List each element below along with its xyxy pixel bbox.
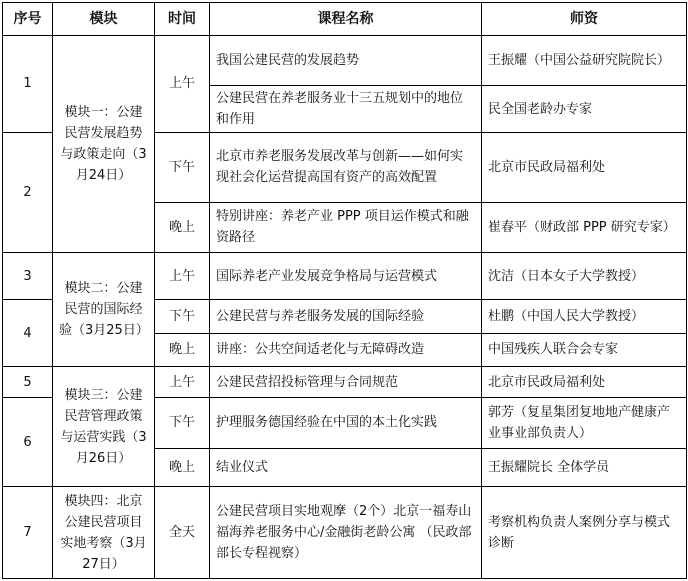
- table-row: [3, 36, 687, 86]
- time-cell: 上午: [155, 36, 210, 133]
- course-cell: 特别讲座：养老产业 PPP 项目运作模式和融资路径: [210, 202, 482, 252]
- row-number: 5: [3, 366, 53, 397]
- teacher-cell: 杜鹏（中国人民大学教授）: [482, 300, 687, 333]
- course-cell: 国际养老产业发展竞争格局与运营模式: [210, 252, 482, 299]
- header-course: 课程名称: [210, 3, 482, 36]
- row-number: 6: [3, 398, 53, 487]
- course-cell: 我国公建民营的发展趋势: [210, 36, 482, 86]
- teacher-cell: 王振耀（中国公益研究院院长）: [482, 36, 687, 86]
- header-no: 序号: [3, 3, 53, 36]
- time-cell: 全天: [155, 487, 210, 579]
- table-row: [3, 366, 687, 397]
- time-cell: 上午: [155, 252, 210, 299]
- course-cell: 讲座：公共空间适老化与无障碍改造: [210, 333, 482, 366]
- table-row: [3, 487, 687, 579]
- teacher-cell: 郭芳（复星集团复地地产健康产业事业部负责人）: [482, 398, 687, 448]
- teacher-cell: 北京市民政局福利处: [482, 366, 687, 397]
- time-cell: 晚上: [155, 448, 210, 486]
- header-teacher: 师资: [482, 3, 687, 36]
- module-cell: 模块一：公建民营发展趋势与政策走向（3月24日）: [53, 36, 155, 253]
- course-cell: 护理服务德国经验在中国的本土化实践: [210, 398, 482, 448]
- header-module: 模块: [53, 3, 155, 36]
- time-cell: 上午: [155, 366, 210, 397]
- time-cell: 下午: [155, 398, 210, 448]
- course-cell: 北京市养老服务发展改革与创新——如何实现社会化运营提高国有资产的高效配置: [210, 132, 482, 202]
- time-cell: 下午: [155, 300, 210, 333]
- teacher-cell: 王振耀院长 全体学员: [482, 448, 687, 486]
- course-cell: 公建民营在养老服务业十三五规划中的地位和作用: [210, 86, 482, 132]
- time-cell: 晚上: [155, 333, 210, 366]
- teacher-cell: 崔春平（财政部 PPP 研究专家）: [482, 202, 687, 252]
- teacher-cell: 中国残疾人联合会专家: [482, 333, 687, 366]
- teacher-cell: 北京市民政局福利处: [482, 132, 687, 202]
- row-number: 4: [3, 300, 53, 367]
- table-row: [3, 252, 687, 299]
- row-number: 1: [3, 36, 53, 133]
- time-cell: 下午: [155, 132, 210, 202]
- teacher-cell: 沈洁（日本女子大学教授）: [482, 252, 687, 299]
- header-time: 时间: [155, 3, 210, 36]
- course-cell: 公建民营项目实地观摩（2个）北京一福寿山福海养老服务中心/金融街老龄公寓 （民政部部长专程视察）: [210, 487, 482, 579]
- teacher-cell: 考察机构负责人案例分享与模式诊断: [482, 487, 687, 579]
- time-cell: 晚上: [155, 202, 210, 252]
- row-number: 2: [3, 132, 53, 252]
- header-row: [3, 3, 687, 36]
- row-number: 3: [3, 252, 53, 299]
- module-cell: 模块三：公建民营管理政策与运营实践（3月26日）: [53, 366, 155, 486]
- module-cell: 模块四：北京公建民营项目实地考察（3月27日）: [53, 487, 155, 579]
- course-schedule-table: [2, 2, 687, 579]
- module-cell: 模块二：公建民营的国际经验（3月25日）: [53, 252, 155, 366]
- course-cell: 公建民营招投标管理与合同规范: [210, 366, 482, 397]
- course-cell: 结业仪式: [210, 448, 482, 486]
- row-number: 7: [3, 487, 53, 579]
- course-cell: 公建民营与养老服务发展的国际经验: [210, 300, 482, 333]
- teacher-cell: 民全国老龄办专家: [482, 86, 687, 132]
